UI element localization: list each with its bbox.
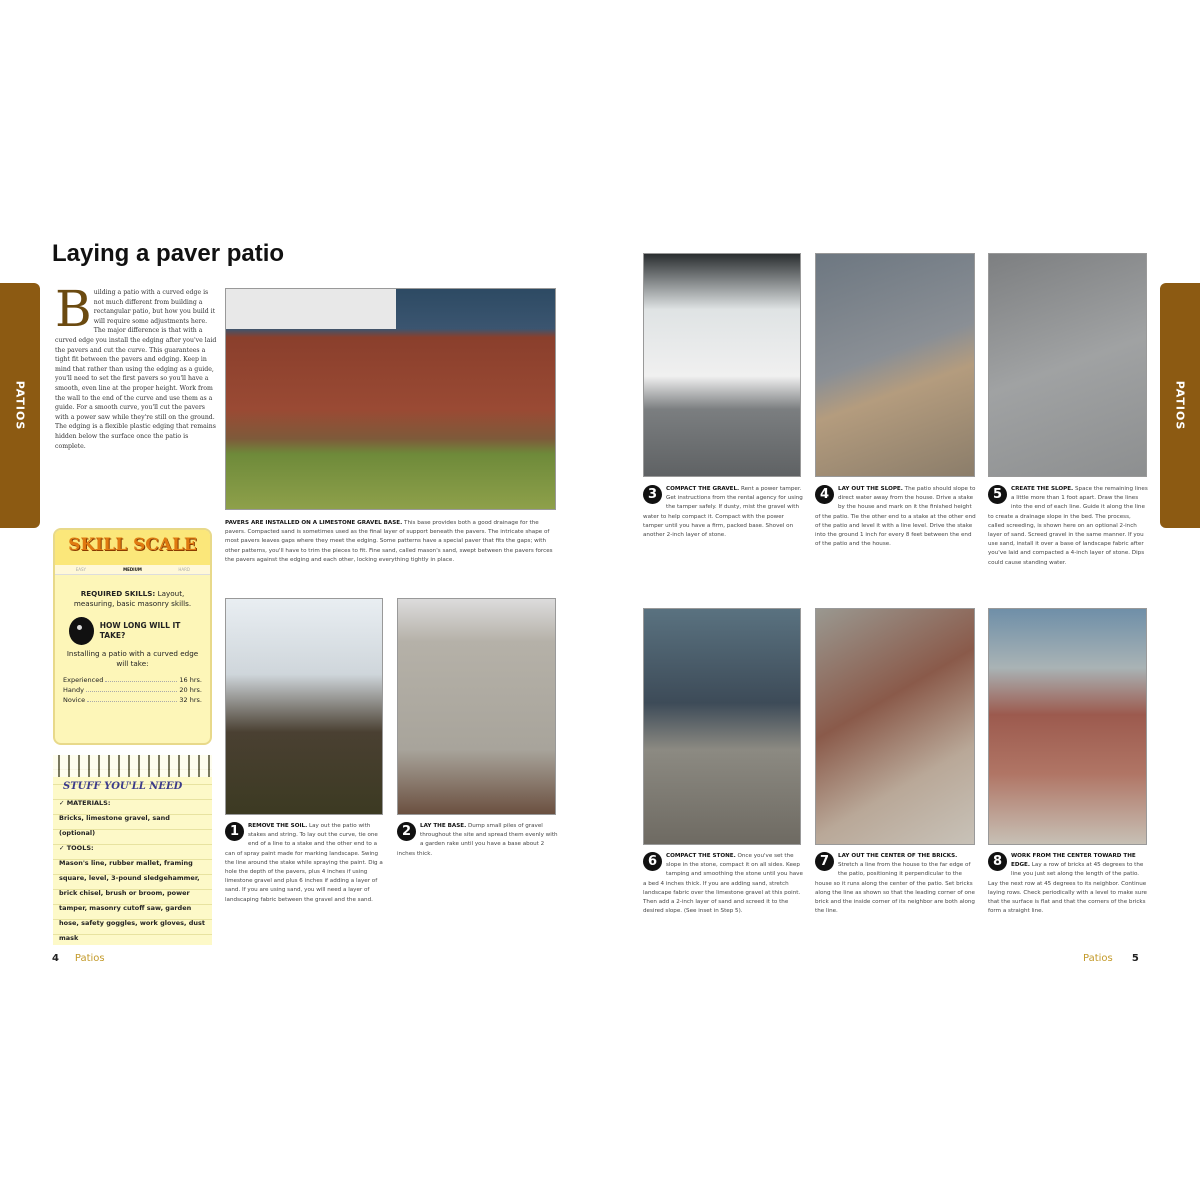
time-value: 16 hrs. (179, 676, 202, 684)
how-long-text: Installing a patio with a curved edge will take: (66, 649, 199, 668)
tools-label: ✓ TOOLS: (59, 844, 94, 852)
step-photo (988, 608, 1147, 845)
step-lead: COMPACT THE STONE. (666, 853, 736, 859)
time-table (55, 675, 210, 705)
step-caption (643, 852, 803, 916)
level-hard: HARD (178, 567, 190, 572)
step-text: The patio should slope to direct water away from the house. Drive a stake by the house and mark on it the finished height of the patio. Tie the other end to a stake at the other end of the patio and level it with a line level. Drive the stake into the ground 1 inch for every 8 feet between the end of the patio and the house. (815, 486, 976, 548)
step-caption (988, 852, 1149, 916)
page-number: 5 (1131, 953, 1139, 964)
stuff-you-need-box (53, 755, 212, 945)
step-caption (815, 852, 977, 916)
step-caption (988, 485, 1149, 568)
time-who: Handy (63, 686, 84, 694)
step-caption (815, 485, 977, 549)
step-caption (225, 822, 385, 905)
step-photo (397, 598, 556, 815)
step-number: 2 (397, 822, 416, 841)
time-row (55, 675, 210, 685)
step-photo (815, 608, 975, 845)
step-number: 7 (815, 852, 834, 871)
step-text: Space the remaining lines a little more than 1 foot apart. Draw the lines into the end of each line. Guide it along the line to create a drainage slope in the bed. The process, called screeding, is shown here on an optional 2-inch layer of sand. Screed gravel in the same manner. If you use sand, install it over a base of landscape fabric after you've laid and compacted a 4-inch layer of stone. Dips could cause standing water. (988, 486, 1148, 566)
step-text: Dump small piles of gravel throughout the site and spread them evenly with a garden rake until you have a base about 2 inches thick. (397, 823, 558, 857)
step-number: 8 (988, 852, 1007, 871)
time-who: Novice (63, 696, 86, 704)
step-lead: WORK FROM THE CENTER TOWARD THE EDGE. (1011, 853, 1136, 869)
how-long-heading (55, 609, 210, 649)
house-wall (226, 289, 396, 329)
step-lead: CREATE THE SLOPE. (1011, 486, 1074, 492)
drop-cap: B (55, 280, 92, 338)
page-title: Laying a paver patio (52, 240, 285, 267)
time-value: 32 hrs. (179, 696, 202, 704)
required-skills-text: Layout, measuring, basic masonry skills. (73, 589, 192, 608)
level-easy: EASY (75, 567, 86, 572)
footer-right (1083, 953, 1139, 964)
step-photo (225, 598, 383, 815)
skill-scale-title: SKILL SCALE (55, 530, 210, 565)
section-tab-label: PATIOS (13, 380, 27, 431)
required-skills-label: REQUIRED SKILLS: (80, 589, 156, 598)
step-photo (815, 253, 975, 477)
step-number: 5 (988, 485, 1007, 504)
tools-list: Mason's line, rubber mallet, framing square, level, 3-pound sledgehammer, brick chisel, brush or broom, power tamper, masonry cutoff saw, garden hose, safety goggles, work gloves, dust mask (59, 859, 205, 942)
notebook-spiral (53, 755, 212, 777)
step-text: Lay a row of bricks at 45 degrees to the line you just set along the length of the patio. Lay the next row at 45 degrees to its neighbor. Continue laying rows. Check periodically with a level to make sure that the surface is flat and that the corners of the bricks form a straight line. (988, 862, 1147, 915)
step-number: 4 (815, 485, 834, 504)
step-photo (643, 608, 801, 845)
skill-levels (55, 565, 210, 575)
step-text: Stretch a line from the house to the far edge of the patio, positioning it perpendicular to the house so it runs along the center of the patio. Set bricks along the line as shown so that the leading corner of one brick and the inside corner of its neighbor are both along the line. (815, 862, 975, 915)
time-row (55, 685, 210, 695)
step-caption (397, 822, 558, 859)
how-long-label: HOW LONG WILL IT TAKE? (99, 621, 181, 640)
section-tab-right (1160, 283, 1200, 528)
materials-label: ✓ MATERIALS: (59, 799, 111, 807)
hero-caption-lead: PAVERS ARE INSTALLED ON A LIMESTONE GRAVEL BASE. (225, 520, 403, 526)
step-lead: LAY OUT THE CENTER OF THE BRICKS. (838, 853, 958, 859)
level-medium: MEDIUM (123, 567, 142, 572)
step-number: 3 (643, 485, 662, 504)
step-lead: REMOVE THE SOIL. (248, 823, 308, 829)
intro-body: uilding a patio with a curved edge is not much different from building a rectangular patio, but how you build it will require some adjustments here. The major difference is that with a curved edge you install the edging after you've laid the pavers and cut the curve. This guarantees a tight fit between the pavers and edging. Keep in mind that rather than using the edging as a guide, you'll need to set the first pavers so you'll have a smooth, even line at the proper height. Work from the wall to the end of the curve and use them as a guide. For a smooth curve, you'll cut the pavers with a power saw while they're still on the ground. The edging is a flexible plastic edging that remains hidden below the surface once the patio is complete. (55, 289, 217, 450)
stuff-title: STUFF YOU'LL NEED (63, 781, 183, 792)
hero-caption-text: This base provides both a good drainage for the pavers. Compacted sand is sometimes used as the final layer of support beneath the pavers. The intricate shape of most pavers leaves gaps where they meet the edging. Some patterns have a special paver that fits the gaps; with other patterns, you'll have to trim the pieces to fit. Fine sand, called mason's sand, swept between the pavers forces the pavers against the edging and each other, locking everything tightly in place. (225, 520, 553, 563)
step-text: Lay out the patio with stakes and string. To lay out the curve, tie one end of a line to a stake and the other end to a can of spray paint made for marking landscape. Swing the line around the stake while spraying the paint. Dig a hole the depth of the pavers, plus 4 inches if using limestone gravel and plus 6 inches if adding a layer of sand. If you are using sand, you will need a layer of landscaping fabric between the gravel and the sand. (225, 823, 383, 903)
stopwatch-icon (69, 617, 94, 645)
footer-section: Patios (1083, 953, 1113, 964)
required-skills (55, 589, 210, 609)
patio-hero-photo (225, 288, 556, 510)
step-number: 6 (643, 852, 662, 871)
time-row (55, 695, 210, 705)
time-who: Experienced (63, 676, 104, 684)
skill-scale-box (53, 528, 212, 745)
step-lead: LAY THE BASE. (420, 823, 467, 829)
section-tab-label: PATIOS (1173, 380, 1187, 431)
step-caption (643, 485, 803, 540)
footer-left (52, 953, 105, 964)
page-number: 4 (52, 953, 59, 964)
step-photo (988, 253, 1147, 477)
time-value: 20 hrs. (179, 686, 202, 694)
step-lead: COMPACT THE GRAVEL. (666, 486, 740, 492)
footer-section: Patios (74, 953, 105, 964)
step-number: 1 (225, 822, 244, 841)
step-text: Rent a power tamper. Get instructions from the rental agency for using the tamper safely. If dusty, mist the gravel with water to help compact it. Compact with the power tamper until you have a firm, packed base. Shovel on another 2-inch layer of stone. (643, 486, 803, 539)
step-photo (643, 253, 801, 477)
step-lead: LAY OUT THE SLOPE. (838, 486, 903, 492)
materials-list: Bricks, limestone gravel, sand (optional) (59, 814, 170, 837)
intro-text (55, 280, 218, 451)
section-tab-left (0, 283, 40, 528)
hero-caption (225, 519, 557, 565)
step-text: Once you've set the slope in the stone, compact it on all sides. Keep tamping and smoothing the stone until you have a bed 4 inches thick. If you are adding sand, stretch landscape fabric over the limestone gravel at this point. Then add a 2-inch layer of sand and screed it to the desired slope. (See inset in Step 5). (643, 853, 803, 915)
